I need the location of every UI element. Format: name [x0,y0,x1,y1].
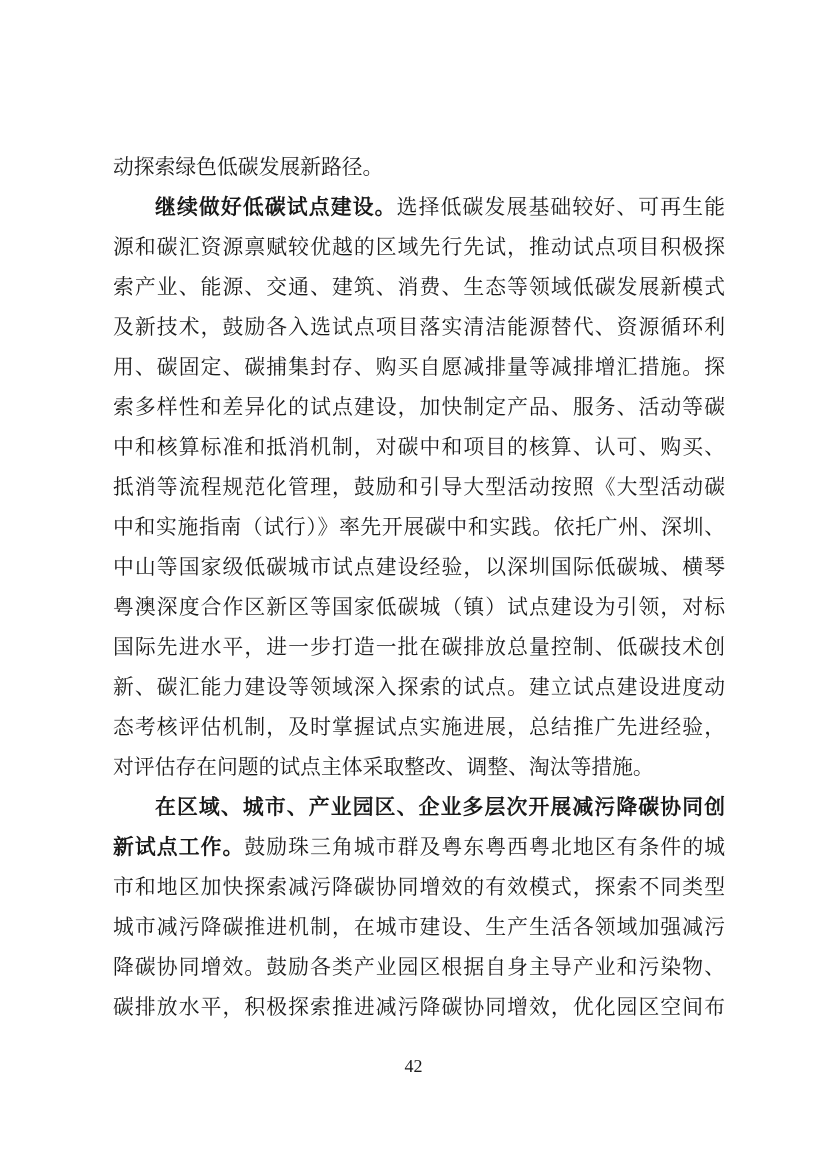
text-run: 选择低碳发展基础较好、可再生能 [396,195,725,219]
paragraph-line: 索产业、能源、交通、建筑、消费、生态等领域低碳发展新模式 [113,275,725,299]
paragraph-line [113,827,725,867]
paragraph-line: 中和实施指南（试行）》率先开展碳中和实践。依托广州、深圳、 [113,515,725,539]
paragraph-line: 中和核算标准和抵消机制，对碳中和项目的核算、认可、购买、 [113,435,725,459]
section-heading: 在区域、城市、产业园区、企业多层次开展减污降碳协同创 [155,794,725,819]
paragraph-line: 碳排放水平，积极探索推进减污降碳协同增效，优化园区空间布 [113,995,725,1019]
paragraph-line [155,187,725,227]
paragraph-line: 用、碳固定、碳捕集封存、购买自愿减排量等减排增汇措施。探 [113,355,725,379]
paragraph-line: 索多样性和差异化的试点建设，加快制定产品、服务、活动等碳 [113,395,725,419]
paragraph-line: 粤澳深度合作区新区等国家低碳城（镇）试点建设为引领，对标 [113,595,725,619]
section-heading: 新试点工作。 [113,834,245,859]
text-run: 动探索绿色低碳发展新路径。 [113,155,384,179]
paragraph-line [113,147,725,187]
section-heading: 继续做好低碳试点建设。 [155,194,397,219]
paragraph-line: 中山等国家级低碳城市试点建设经验，以深圳国际低碳城、横琴 [113,555,725,579]
paragraph-line: 抵消等流程规范化管理，鼓励和引导大型活动按照《大型活动碳 [113,475,725,499]
paragraph-line: 国际先进水平，进一步打造一批在碳排放总量控制、低碳技术创 [113,635,725,659]
paragraph-line: 降碳协同增效。鼓励各类产业园区根据自身主导产业和污染物、 [113,955,725,979]
paragraph-line: 态考核评估机制，及时掌握试点实施进展，总结推广先进经验， [113,715,725,739]
paragraph-line: 源和碳汇资源禀赋较优越的区域先行先试，推动试点项目积极探 [113,235,725,259]
paragraph-line: 城市减污降碳推进机制，在城市建设、生产生活各领域加强减污 [113,915,725,939]
paragraph-line: 市和地区加快探索减污降碳协同增效的有效模式，探索不同类型 [113,875,725,899]
text-run: 鼓励珠三角城市群及粤东粤西粤北地区有条件的城 [244,835,725,859]
paragraph-line: 对评估存在问题的试点主体采取整改、调整、淘汰等措施。 [113,755,654,779]
paragraph-line: 新、碳汇能力建设等领域深入探索的试点。建立试点建设进度动 [113,675,725,699]
paragraph-line: 及新技术，鼓励各入选试点项目落实清洁能源替代、资源循环利 [113,315,725,339]
page-number: 42 [404,1056,423,1076]
